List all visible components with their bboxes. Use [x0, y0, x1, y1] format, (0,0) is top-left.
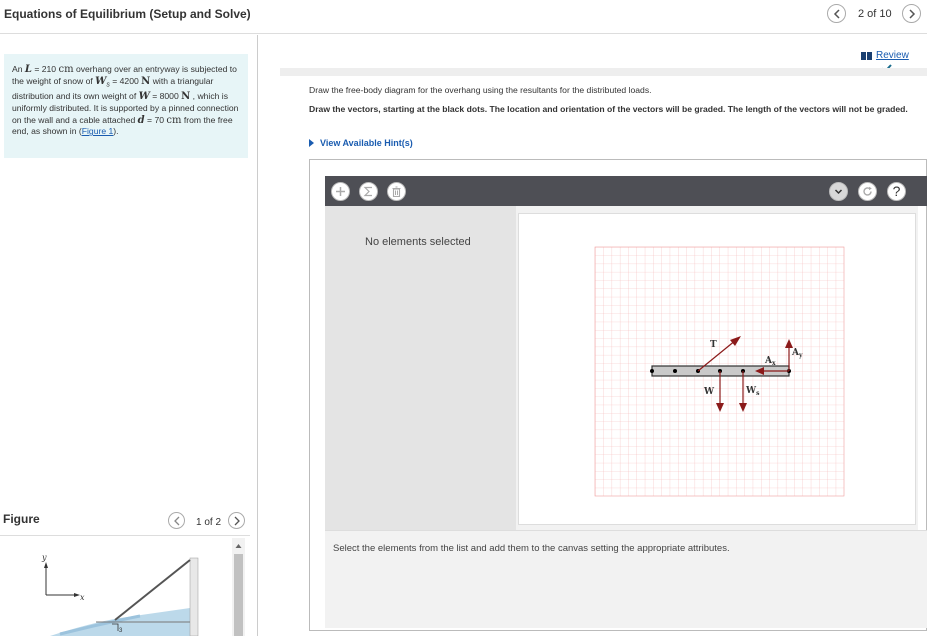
label-W: W: [704, 387, 715, 397]
var-L: L: [24, 64, 32, 75]
figure-label: Figure: [3, 512, 40, 526]
book-icon: [861, 52, 873, 60]
chevron-right-icon: [908, 9, 916, 19]
figure-link[interactable]: Figure 1: [81, 126, 114, 137]
attachment-dot[interactable]: [673, 369, 677, 373]
header-bar: [0, 0, 927, 34]
canvas-container: [516, 206, 918, 530]
fbd-tool: [309, 159, 927, 631]
scroll-up-icon: [232, 541, 245, 551]
prev-figure-button[interactable]: [168, 512, 185, 529]
top-divider-strip: [280, 68, 927, 76]
view-hints-link[interactable]: View Available Hint(s): [309, 138, 413, 148]
var-d: d: [137, 114, 145, 126]
problem-statement: An L = 210 cm overhang over an entryway is subjected to the weight of snow of $W_s = 4200$ N with a triangular distribution and its own weight of W = 8000 N , which is uniformly distributed. It is supported by a pinned connection on the wall and a cable attached d = 70 cm from the free end, as shown in (Figure 1).: [4, 54, 248, 158]
figure-angle-mark: 3: [119, 628, 123, 634]
no-selection-text: No elements selected: [365, 236, 471, 248]
next-problem-button[interactable]: [902, 4, 921, 23]
prev-problem-button[interactable]: [827, 4, 846, 23]
plus-icon: [335, 186, 346, 197]
status-area: [325, 530, 927, 628]
figure-page-indicator: 1 of 2: [196, 517, 222, 528]
figure-y-axis-label: y: [42, 553, 47, 562]
help-button[interactable]: [887, 182, 906, 201]
page-title: Equations of Equilibrium (Setup and Solve): [4, 7, 251, 21]
help-icon: ?: [892, 183, 901, 199]
chevron-left-icon: [173, 516, 181, 526]
figure-scrollbar[interactable]: [232, 538, 245, 636]
main-panel: [259, 35, 927, 636]
reset-button[interactable]: [858, 182, 877, 201]
instruction-bold-text: Draw the vectors, starting at the black dots. The location and orientation of the vectors will be graded. The length of the vectors will not be graded.: [309, 104, 908, 114]
problem-page-indicator: 2 of 10: [858, 8, 892, 20]
status-instruction-text: Select the elements from the list and add them to the canvas setting the appropriate attributes.: [333, 543, 730, 554]
figure-scrollbar-thumb[interactable]: [234, 554, 243, 636]
review-link[interactable]: Review: [876, 50, 909, 61]
sigma-icon: [363, 186, 374, 197]
dropdown-button[interactable]: [829, 182, 848, 201]
label-Ax: $A_x$: [765, 356, 776, 367]
label-Ay: $A_y$: [792, 348, 803, 359]
chevron-right-icon: [233, 516, 241, 526]
var-W: W: [138, 91, 150, 103]
fbd-drawing[interactable]: [519, 214, 917, 526]
left-panel: [0, 35, 258, 636]
fbd-toolbar: [325, 176, 927, 206]
var-Ws: W: [95, 75, 107, 87]
element-properties-panel: [325, 206, 516, 530]
instruction-text: Draw the free-body diagram for the overhang using the resultants for the distributed loads.: [309, 85, 652, 95]
figure-divider: [0, 535, 250, 536]
drawing-canvas[interactable]: [518, 213, 916, 525]
disclosure-triangle-icon: [309, 139, 314, 147]
chevron-left-icon: [833, 9, 841, 19]
trash-icon: [391, 186, 402, 197]
label-T: T: [710, 340, 717, 350]
delete-button[interactable]: [387, 182, 406, 201]
reset-icon: [862, 186, 873, 197]
chevron-down-icon: [833, 186, 844, 197]
sum-button[interactable]: [359, 182, 378, 201]
attachment-dot[interactable]: [650, 369, 654, 373]
figure-image: [0, 538, 232, 636]
figure-x-axis-label: x: [80, 593, 85, 602]
next-figure-button[interactable]: [228, 512, 245, 529]
add-vector-button[interactable]: [331, 182, 350, 201]
label-Ws: $W_s$: [746, 386, 760, 397]
